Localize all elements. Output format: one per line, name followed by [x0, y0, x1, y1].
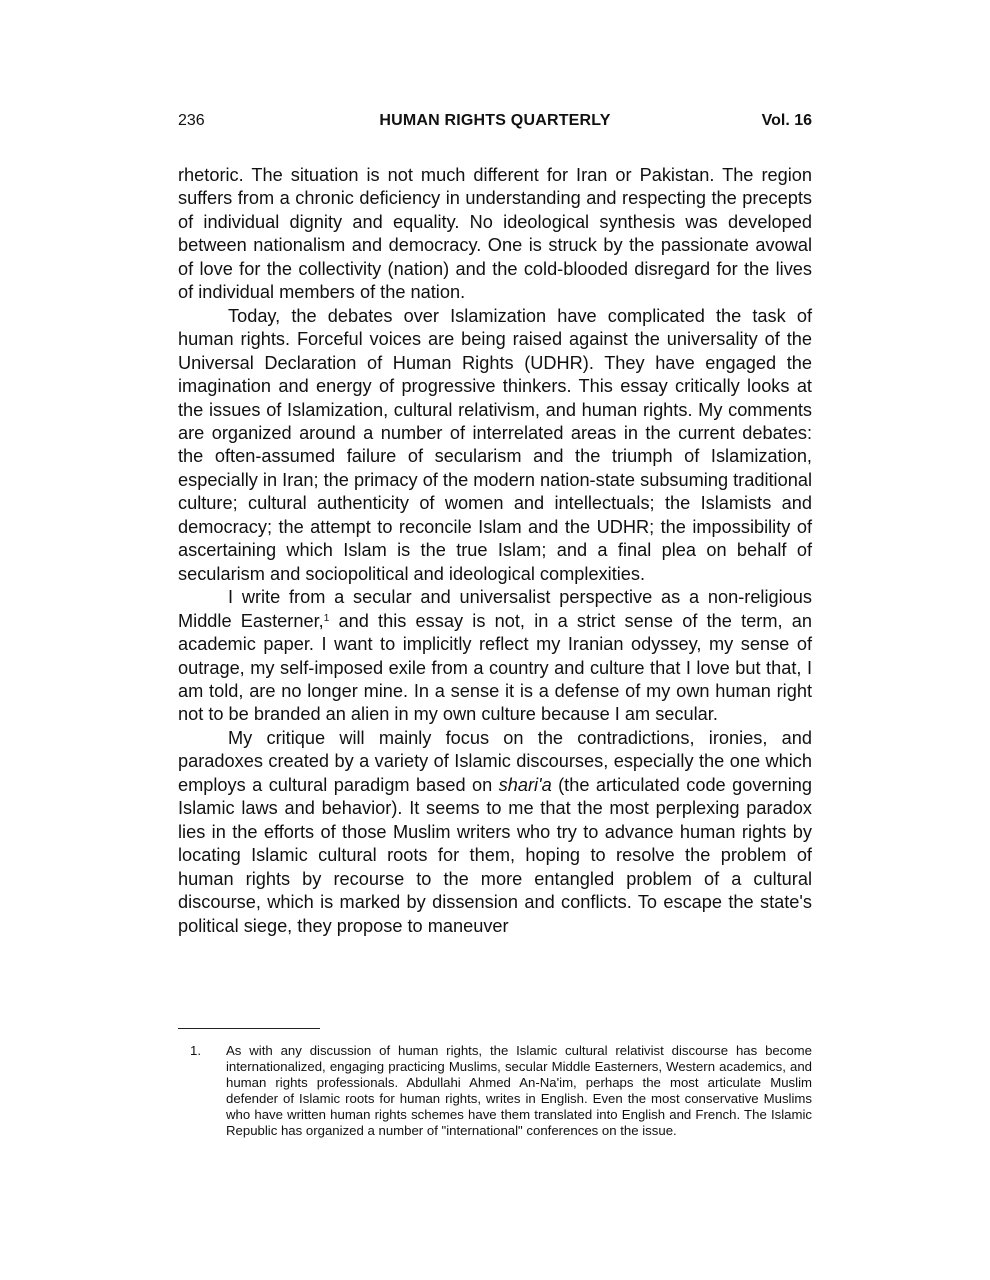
paragraph-1: rhetoric. The situation is not much different for Iran or Pakistan. The region suffers from a chronic deficiency in understanding and respecting the precepts of individual dignity and equality. No ideological synthesis was developed between nationalism and democracy. One is struck by the passionate avowal of love for the collectivity (nation) and the cold-blooded disregard for the lives of individual members of the nation. — [178, 165, 812, 303]
paragraph-3-text-start: I write from a secular and universalist perspective as a non-religious Middle Easterner, — [178, 587, 812, 631]
paragraph-3-text-end: and this essay is not, in a strict sense of the term, an academic paper. I want to implicitly reflect my Iranian odyssey, my sense of outrage, my self-imposed exile from a country and culture that I love but that, I am told, are no longer mine. In a sense it is a defense of my own human right not to be branded an alien in my own culture because I am secular. — [178, 610, 813, 725]
paragraph-4 — [178, 727, 812, 938]
volume-label: Vol. 16 — [761, 112, 812, 129]
running-head — [178, 106, 812, 136]
paragraph-4-text-end: (the articulated code governing Islamic laws and behavior). It seems to me that the most perplexing paradox lies in the efforts of those Muslim writers who try to advance human rights by locating Islamic cultural roots for them, hoping to resolve the problem of human rights by recourse to the more entangled problem of a cultural discourse, which is marked by dissension and conflicts. To escape the state's political siege, they propose to maneuver — [178, 774, 812, 936]
paragraph-4-text-start: My critique will mainly focus on the contradictions, ironies, and paradoxes created by a variety of Islamic discourses, especially the one which employs a cultural paradigm based on — [178, 727, 812, 795]
italic-term: shari'a — [498, 774, 552, 795]
page-number: 236 — [178, 112, 205, 129]
footnote — [190, 1043, 812, 1139]
paragraph-3 — [178, 586, 812, 727]
paragraph-2: Today, the debates over Islamization have complicated the task of human rights. Forceful voices are being raised against the universality of the Universal Declaration of Human Rights (UDHR). They have engaged the imagination and energy of progressive thinkers. This essay critically looks at the issues of Islamization, cultural relativism, and human rights. My comments are organized around a number of interrelated areas in the current debates: the often-assumed failure of secularism and the triumph of Islamization, especially in Iran; the primacy of the modern nation-state subsuming traditional culture; cultural authenticity of women and intellectuals; the Islamists and democracy; the attempt to reconcile Islam and the UDHR; the impossibility of ascertaining which Islam is the true Islam; and a final plea on behalf of secularism and sociopolitical and ideological complexities. — [178, 305, 812, 584]
journal-title: HUMAN RIGHTS QUARTERLY — [379, 112, 611, 129]
footnote-text: As with any discussion of human rights, the Islamic cultural relativist discourse has become internationalized, engaging practicing Muslims, secular Middle Easterners, Western academics, and human rights professionals. Abdullahi Ahmed An-Na'im, perhaps the most articulate Muslim defender of Islamic roots for human rights, writes in English. Even the most conservative Muslims who have written human rights schemes have them translated into English and French. The Islamic Republic has organized a number of "international" conferences on the issue. — [226, 1043, 812, 1138]
footnote-reference: 1 — [323, 612, 330, 624]
body-text — [178, 164, 812, 938]
page — [178, 106, 812, 938]
footnote-number: 1. — [190, 1043, 201, 1058]
footnote-divider — [178, 1028, 320, 1029]
